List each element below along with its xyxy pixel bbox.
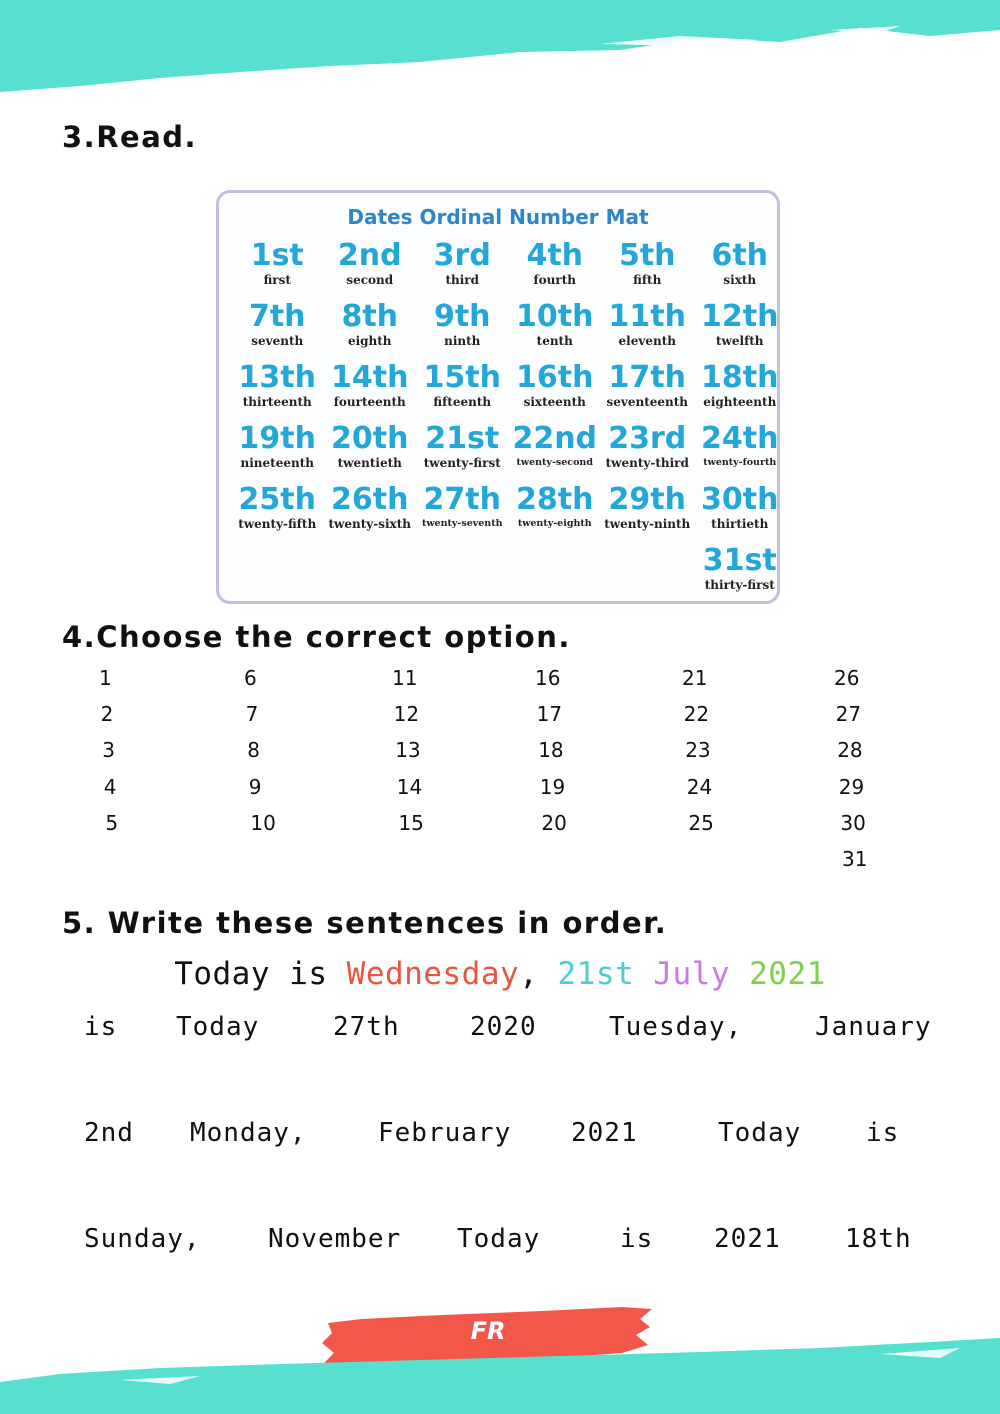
ordinal-cell bbox=[231, 239, 324, 300]
ordinal-word: ninth bbox=[444, 334, 481, 348]
number-option[interactable]: 31 bbox=[842, 847, 868, 871]
number-option[interactable]: 19 bbox=[539, 775, 566, 799]
ordinal-cell bbox=[416, 239, 509, 300]
number-option[interactable]: 8 bbox=[247, 738, 260, 762]
ordinal-cell bbox=[601, 300, 694, 361]
number-option[interactable]: 28 bbox=[837, 738, 863, 762]
ordinal-number: 17th bbox=[608, 360, 686, 395]
ordinal-number: 2nd bbox=[337, 238, 402, 273]
ordinal-word: seventeenth bbox=[606, 395, 689, 409]
ordinal-word: sixth bbox=[723, 273, 757, 287]
ordinal-grid bbox=[231, 239, 785, 605]
ordinal-number: 3rd bbox=[433, 238, 491, 273]
ordinal-number: 27th bbox=[423, 482, 501, 517]
number-option[interactable]: 22 bbox=[683, 702, 710, 726]
section-4-heading: 4.Choose the correct option. bbox=[62, 620, 571, 654]
ordinal-number: 9th bbox=[433, 299, 491, 334]
number-option[interactable]: 29 bbox=[838, 775, 865, 799]
scrambled-word[interactable]: Today bbox=[457, 1224, 541, 1254]
ordinal-word: eleventh bbox=[618, 334, 676, 348]
ordinal-number: 31st bbox=[702, 543, 777, 578]
scrambled-word[interactable]: is bbox=[84, 1012, 118, 1042]
ordinal-number: 23rd bbox=[608, 421, 687, 456]
ordinal-number: 25th bbox=[238, 482, 316, 517]
number-option[interactable]: 9 bbox=[248, 775, 262, 799]
scrambled-word[interactable]: Today bbox=[176, 1012, 260, 1042]
scrambled-word[interactable]: Tuesday, bbox=[609, 1012, 743, 1042]
ordinal-cell bbox=[694, 300, 787, 361]
number-option[interactable]: 1 bbox=[99, 666, 112, 690]
scrambled-word[interactable]: Monday, bbox=[190, 1118, 307, 1148]
ordinal-cell bbox=[509, 483, 602, 544]
scrambled-word[interactable]: is bbox=[866, 1118, 900, 1148]
number-option[interactable]: 26 bbox=[834, 666, 860, 690]
scrambled-word[interactable]: 18th bbox=[845, 1224, 912, 1254]
ordinal-word: twenty-first bbox=[423, 456, 501, 470]
scrambled-word[interactable]: 2nd bbox=[84, 1118, 134, 1148]
bottom-brush-decoration bbox=[0, 1330, 1000, 1414]
example-comma: , bbox=[519, 956, 539, 992]
ordinal-word: eighteenth bbox=[703, 395, 777, 409]
ordinal-number: 4th bbox=[526, 238, 584, 273]
ordinal-word: twenty-seventh bbox=[421, 518, 503, 529]
example-month: July bbox=[634, 956, 730, 992]
ordinal-number-mat bbox=[216, 190, 780, 604]
number-option[interactable]: 2 bbox=[100, 702, 114, 726]
ordinal-cell bbox=[231, 300, 324, 361]
ordinal-word: fourth bbox=[533, 273, 576, 287]
number-option[interactable]: 7 bbox=[245, 702, 259, 726]
ordinal-cell bbox=[694, 239, 787, 300]
mat-title: Dates Ordinal Number Mat bbox=[347, 205, 649, 229]
ordinal-word: nineteenth bbox=[240, 456, 314, 470]
scrambled-word[interactable]: Today bbox=[718, 1118, 802, 1148]
ordinal-number: 30th bbox=[701, 482, 779, 517]
number-option[interactable]: 12 bbox=[393, 702, 420, 726]
example-sentence bbox=[0, 956, 1000, 992]
ordinal-number: 26th bbox=[331, 482, 409, 517]
scrambled-word[interactable]: 2021 bbox=[714, 1224, 781, 1254]
ordinal-word: twelfth bbox=[716, 334, 764, 348]
number-option[interactable]: 11 bbox=[392, 666, 418, 690]
number-option[interactable]: 16 bbox=[535, 666, 561, 690]
scrambled-word[interactable]: Sunday, bbox=[84, 1224, 201, 1254]
ordinal-word: fourteenth bbox=[333, 395, 406, 409]
ordinal-number: 1st bbox=[250, 238, 304, 273]
example-year: 2021 bbox=[729, 956, 826, 992]
ordinal-cell bbox=[231, 422, 324, 483]
ordinal-word: thirteenth bbox=[242, 395, 312, 409]
number-option[interactable]: 24 bbox=[686, 775, 713, 799]
ordinal-cell bbox=[324, 422, 417, 483]
ordinal-number: 24th bbox=[701, 421, 779, 456]
ordinal-cell bbox=[324, 361, 417, 422]
number-option[interactable]: 30 bbox=[840, 811, 866, 835]
ordinal-number: 21st bbox=[425, 421, 500, 456]
ordinal-cell bbox=[416, 361, 509, 422]
number-option[interactable]: 13 bbox=[395, 738, 421, 762]
ordinal-cell bbox=[601, 483, 694, 544]
example-day: Wednesday bbox=[346, 956, 520, 992]
scrambled-word[interactable]: November bbox=[268, 1224, 402, 1254]
example-date: 21st bbox=[538, 956, 635, 992]
ordinal-cell bbox=[694, 483, 787, 544]
ordinal-number: 15th bbox=[423, 360, 501, 395]
ordinal-number: 7th bbox=[248, 299, 306, 334]
ordinal-word: thirtieth bbox=[711, 517, 769, 531]
number-option[interactable]: 25 bbox=[688, 811, 714, 835]
scrambled-word[interactable]: is bbox=[620, 1224, 654, 1254]
scrambled-word[interactable]: February bbox=[378, 1118, 512, 1148]
scrambled-word[interactable]: January bbox=[815, 1012, 932, 1042]
ordinal-number: 19th bbox=[238, 421, 316, 456]
ordinal-word: twenty-second bbox=[516, 457, 593, 468]
ordinal-cell bbox=[601, 239, 694, 300]
scrambled-word[interactable]: 27th bbox=[333, 1012, 400, 1042]
ordinal-word: seventh bbox=[251, 334, 304, 348]
ordinal-word: second bbox=[346, 273, 394, 287]
ordinal-cell bbox=[416, 422, 509, 483]
section-5-heading: 5. Write these sentences in order. bbox=[62, 906, 668, 940]
number-option[interactable]: 17 bbox=[536, 702, 563, 726]
ordinal-cell bbox=[601, 422, 694, 483]
ordinal-word: twenty-third bbox=[605, 456, 689, 470]
scrambled-word[interactable]: 2021 bbox=[571, 1118, 638, 1148]
badge-label: FR bbox=[470, 1317, 506, 1345]
ordinal-word: twenty-eighth bbox=[517, 518, 592, 529]
scrambled-word[interactable]: 2020 bbox=[470, 1012, 537, 1042]
number-option[interactable]: 20 bbox=[541, 811, 567, 835]
ordinal-cell bbox=[324, 239, 417, 300]
ordinal-cell bbox=[509, 361, 602, 422]
ordinal-number: 18th bbox=[701, 360, 779, 395]
ordinal-word: first bbox=[263, 273, 291, 287]
number-option[interactable]: 14 bbox=[396, 775, 423, 799]
number-option[interactable]: 3 bbox=[102, 738, 115, 762]
ordinal-word: fifteenth bbox=[433, 395, 492, 409]
ordinal-cell bbox=[601, 361, 694, 422]
ordinal-number: 29th bbox=[608, 482, 686, 517]
ordinal-number: 5th bbox=[618, 238, 676, 273]
number-option[interactable]: 6 bbox=[244, 666, 257, 690]
ordinal-word: twenty-fifth bbox=[238, 517, 317, 531]
ordinal-number: 28th bbox=[516, 482, 594, 517]
ordinal-number: 14th bbox=[331, 360, 409, 395]
ordinal-word: thirty-first bbox=[704, 578, 775, 592]
ordinal-cell bbox=[416, 300, 509, 361]
ordinal-number: 20th bbox=[331, 421, 409, 456]
number-option[interactable]: 23 bbox=[685, 738, 711, 762]
ordinal-word: fifth bbox=[633, 273, 662, 287]
ordinal-word: tenth bbox=[536, 334, 573, 348]
ordinal-word: third bbox=[445, 273, 480, 287]
ordinal-cell bbox=[509, 239, 602, 300]
section-3-heading: 3.Read. bbox=[62, 120, 198, 154]
ordinal-word: twentieth bbox=[337, 456, 402, 470]
ordinal-number: 8th bbox=[341, 299, 399, 334]
ordinal-number: 12th bbox=[701, 299, 779, 334]
ordinal-cell bbox=[509, 422, 602, 483]
ordinal-word: twenty-fourth bbox=[703, 457, 777, 468]
ordinal-number: 22nd bbox=[512, 421, 598, 456]
ordinal-word: twenty-ninth bbox=[604, 517, 691, 531]
number-option[interactable]: 18 bbox=[538, 738, 564, 762]
ordinal-cell bbox=[694, 361, 787, 422]
number-option[interactable]: 5 bbox=[105, 811, 119, 835]
ordinal-number: 10th bbox=[516, 299, 594, 334]
ordinal-cell bbox=[231, 483, 324, 544]
number-option[interactable]: 27 bbox=[835, 702, 862, 726]
ordinal-word: twenty-sixth bbox=[328, 517, 411, 531]
ordinal-number: 16th bbox=[516, 360, 594, 395]
ordinal-cell bbox=[416, 483, 509, 544]
ordinal-cell bbox=[324, 483, 417, 544]
ordinal-cell bbox=[509, 300, 602, 361]
ordinal-cell bbox=[694, 544, 787, 605]
ordinal-cell bbox=[694, 422, 787, 483]
top-brush-decoration bbox=[0, 0, 1000, 100]
ordinal-number: 6th bbox=[711, 238, 769, 273]
ordinal-cell bbox=[231, 361, 324, 422]
number-option[interactable]: 15 bbox=[398, 811, 424, 835]
ordinal-word: eighth bbox=[347, 334, 392, 348]
example-text-start: Today is bbox=[174, 956, 347, 992]
number-option[interactable]: 4 bbox=[103, 775, 117, 799]
ordinal-word: sixteenth bbox=[523, 395, 586, 409]
number-option[interactable]: 10 bbox=[250, 811, 276, 835]
ordinal-cell bbox=[324, 300, 417, 361]
number-option[interactable]: 21 bbox=[682, 666, 708, 690]
ordinal-number: 13th bbox=[238, 360, 316, 395]
ordinal-number: 11th bbox=[608, 299, 686, 334]
